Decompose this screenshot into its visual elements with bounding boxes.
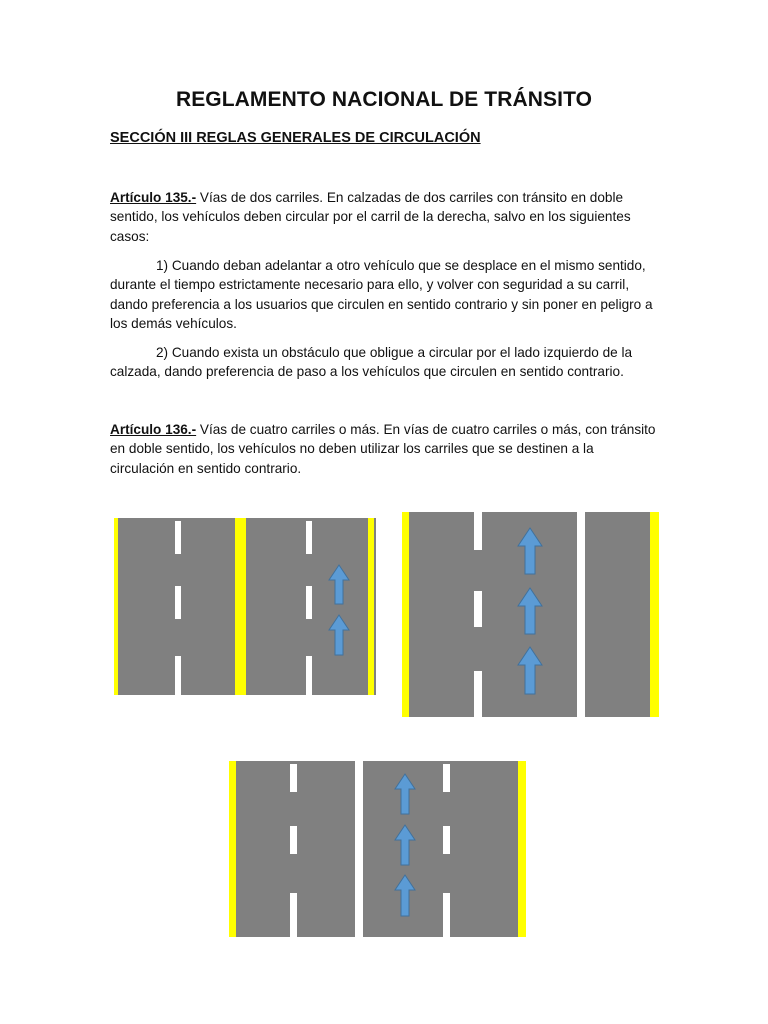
edge-line-right (650, 512, 659, 717)
edge-line-right (368, 518, 374, 695)
road-diagram-four-lane-center (229, 761, 526, 937)
edge-line-left (402, 512, 409, 717)
lane-dash (306, 656, 312, 695)
lane-dash (474, 671, 482, 717)
center-line (577, 512, 585, 717)
lane-dash (290, 893, 297, 937)
lane-dash (443, 893, 450, 937)
lane-dash (474, 512, 482, 550)
article-136-paragraph (110, 420, 658, 478)
edge-line-left (229, 761, 236, 937)
article-135-label: Artículo 135.- (110, 190, 197, 205)
lane-dash (290, 764, 297, 792)
article-136-text: Vías de cuatro carriles o más. En vías de cuatro carriles o más, con tránsito en doble sentido, los vehículos no deben utilizar los carriles que se destinen a la circulación en sentido contrario. (110, 422, 656, 476)
lane-dash (443, 826, 450, 854)
lane-dash (474, 591, 482, 627)
lane-dash (306, 521, 312, 554)
article-135-case-2: 2) Cuando exista un obstáculo que obligue a circular por el lado izquierdo de la calzada, dando preferencia de paso a los vehículos que circulen en sentido contrario. (110, 345, 633, 380)
edge-line-center-left (235, 518, 241, 695)
edge-line-right (518, 761, 526, 937)
article-135-case-1: 1) Cuando deban adelantar a otro vehículo que se desplace en el mismo sentido, durante el tiempo estrictamente necesario para ello, y volver con seguridad a su carril, dando preferencia a los usuarios que circulen en sentido contrario y sin poner en peligro a los demás vehículos. (110, 258, 653, 331)
lane-dash (443, 764, 450, 792)
document-title: REGLAMENTO NACIONAL DE TRÁNSITO (175, 88, 593, 111)
article-135-text: Vías de dos carriles. En calzadas de dos carriles con tránsito en doble sentido, los vehículos deben circular por el carril de la derecha, salvo en los siguientes casos: (110, 190, 631, 244)
road-diagram-four-lane (402, 512, 659, 717)
section-heading: SECCIÓN III REGLAS GENERALES DE CIRCULACIÓN (110, 130, 481, 146)
edge-line-center-right (241, 518, 246, 695)
lane-dash (175, 586, 181, 619)
road-diagram-two-lane (114, 518, 376, 695)
lane-dash (175, 521, 181, 554)
lane-dash (306, 586, 312, 619)
article-136-label: Artículo 136.- (110, 422, 197, 437)
center-line (355, 761, 363, 937)
lane-dash (175, 656, 181, 695)
lane-dash (290, 826, 297, 854)
asphalt (229, 761, 526, 937)
article-135-paragraph (110, 188, 658, 246)
edge-line-left (114, 518, 118, 695)
